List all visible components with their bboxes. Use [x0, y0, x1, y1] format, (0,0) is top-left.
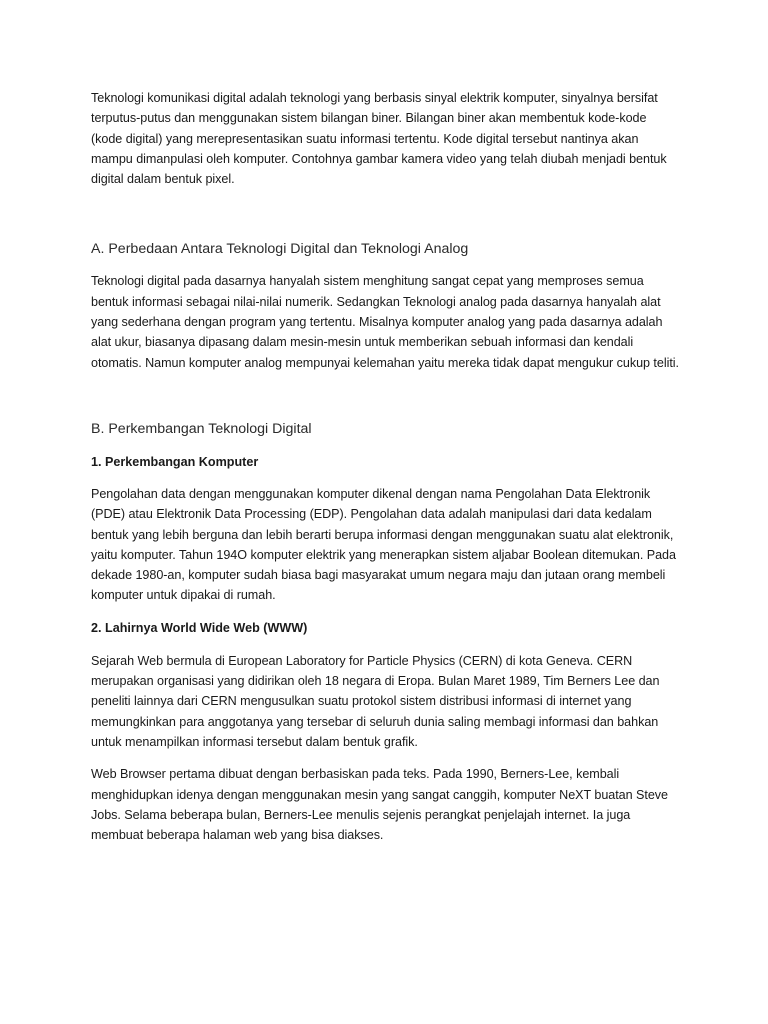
document-body — [91, 88, 681, 845]
section-b-heading: B. Perkembangan Teknologi Digital — [91, 420, 312, 437]
subsection-1-heading: 1. Perkembangan Komputer — [91, 454, 259, 469]
spacer — [91, 373, 681, 419]
spacer — [91, 439, 681, 452]
spacer — [91, 189, 681, 239]
spacer — [91, 606, 681, 618]
section-a-paragraph: Teknologi digital pada dasarnya hanyalah sistem menghitung sangat cepat yang memproses semua bentuk informasi sebagai nilai-nilai numerik. Sedangkan Teknologi analog pada dasarnya hanyalah alat yang sederhana dengan program yang tertentu. Misalnya komputer analog yang pada dasarnya adalah alat ukur, biasanya dipasang dalam mesin-mesin untuk memberikan sebuah informasi dan kendali otomatis. Namun komputer analog mempunyai kelemahan yaitu mereka tidak dapat mengukur cukup teliti. — [91, 274, 679, 370]
spacer — [91, 752, 681, 764]
spacer — [91, 259, 681, 271]
subsection-1-paragraph: Pengolahan data dengan menggunakan komputer dikenal dengan nama Pengolahan Data Elektronik (PDE) atau Elektronik Data Processing (EDP). Pengolahan data adalah manipulasi dari data kedalam bentuk yang lebih berguna dan lebih berarti berupa informasi dengan menggunakan suatu alat elektronik, yaitu komputer. Tahun 194O komputer elektrik yang menerapkan sistem aljabar Boolean ditemukan. Pada dekade 1980-an, komputer sudah biasa bagi masyarakat umum negara maju dan jutaan orang membeli komputer untuk dipakai di rumah. — [91, 486, 676, 603]
subsection-2-paragraph-1: Sejarah Web bermula di European Laboratory for Particle Physics (CERN) di kota Geneva. CERN merupakan organisasi yang didirikan oleh 18 negara di Eropa. Bulan Maret 1989, Tim Berners Lee dan peneliti lainnya dari CERN mengusulkan suatu protokol sistem distribusi informasi di internet yang memungkinkan para anggotanya yang tersebar di seluruh dunia saling membagi informasi dan bahkan untuk menampilkan informasi tersebut dalam bentuk grafik. — [91, 653, 660, 749]
spacer — [91, 472, 681, 484]
spacer — [91, 638, 681, 651]
intro-paragraph: Teknologi komunikasi digital adalah teknologi yang berbasis sinyal elektrik komputer, sinyalnya bersifat terputus-putus dan menggunakan sistem bilangan biner. Bilangan biner akan membentuk kode-kode (kode digital) yang merepresentasikan suatu informasi tertentu. Kode digital tersebut nantinya akan mampu dimanpulasi oleh komputer. Contohnya gambar kamera video yang telah diubah menjadi bentuk digital dalam bentuk pixel. — [91, 91, 667, 187]
subsection-2-heading: 2. Lahirnya World Wide Web (WWW) — [91, 620, 308, 635]
section-a-heading: A. Perbedaan Antara Teknologi Digital dan Teknologi Analog — [91, 241, 469, 258]
subsection-2-paragraph-2: Web Browser pertama dibuat dengan berbasiskan pada teks. Pada 1990, Berners-Lee, kembali menghidupkan idenya dengan menggunakan mesin yang sangat canggih, komputer NeXT buatan Steve Jobs. Selama beberapa bulan, Berners-Lee menulis sejenis perangkat penjelajah internet. Ia juga membuat beberapa halaman web yang bisa diakses. — [91, 767, 668, 843]
